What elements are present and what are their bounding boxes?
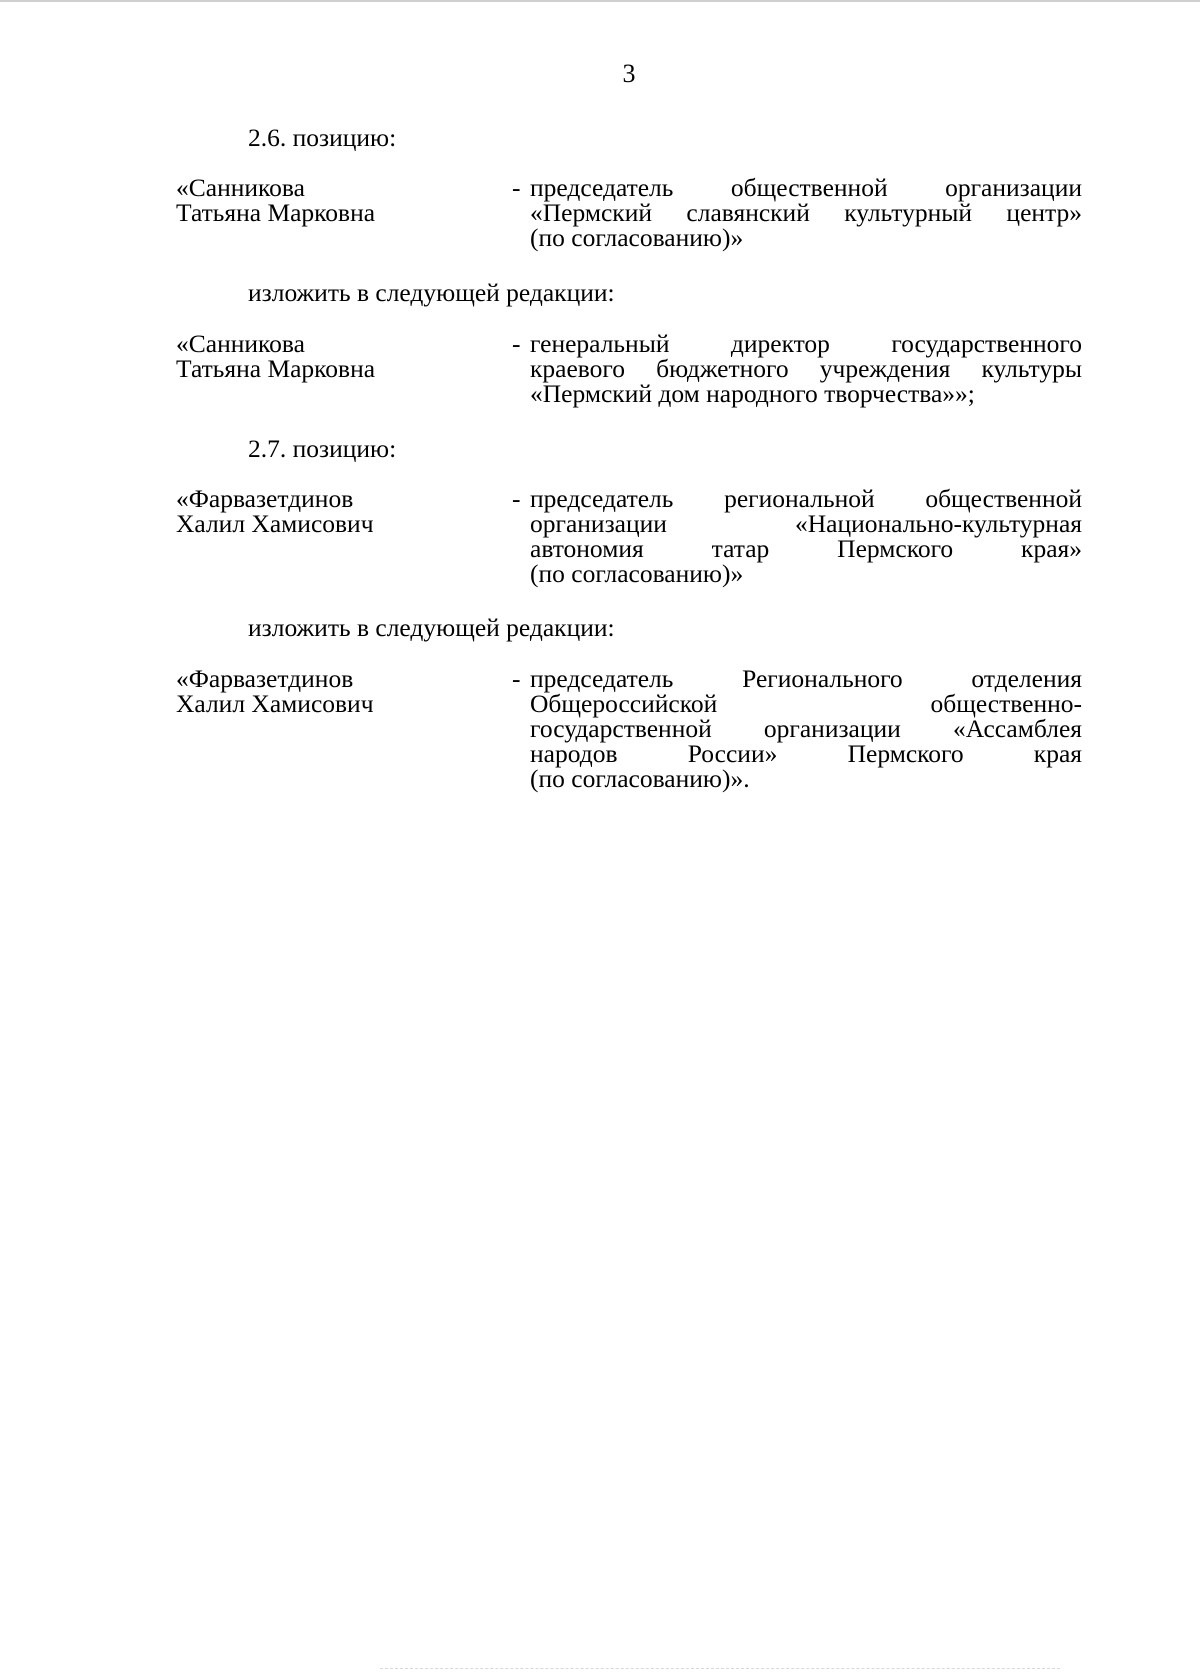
page-top-edge: [0, 0, 1200, 2]
desc-line: автономия татар Пермского края»: [530, 534, 1082, 563]
desc-line: краевого бюджетного учреждения культуры: [530, 354, 1082, 383]
person-name: [176, 486, 506, 536]
person-name: [176, 175, 506, 225]
name-line: Халил Хамисович: [176, 509, 374, 538]
desc-line: (по согласованию)».: [530, 764, 750, 793]
desc-line: «Пермский дом народного творчества»»;: [530, 379, 975, 408]
desc-line: (по согласованию)»: [530, 223, 744, 252]
name-line: Татьяна Марковна: [176, 198, 376, 227]
dash-separator: -: [512, 664, 521, 693]
desc-line: председатель общественной организации: [530, 173, 1082, 202]
position-description: [530, 486, 1082, 586]
name-line: «Санникова: [176, 173, 305, 202]
name-line: Халил Хамисович: [176, 689, 374, 718]
page-number: 3: [622, 59, 636, 88]
clause-2-6: 2.6. позицию:: [248, 123, 397, 152]
dash-separator: -: [512, 329, 521, 358]
clause-2-7: 2.7. позицию:: [248, 434, 397, 463]
position-description: [530, 331, 1082, 406]
desc-line: «Пермский славянский культурный центр»: [530, 198, 1082, 227]
page-bottom-edge: [380, 1668, 1060, 1670]
instruction-2-6: изложить в следующей редакции:: [248, 278, 615, 307]
desc-line: председатель региональной общественной: [530, 484, 1082, 513]
position-description: [530, 666, 1082, 791]
person-name: [176, 331, 506, 381]
name-line: «Санникова: [176, 329, 305, 358]
desc-line: генеральный директор государственного: [530, 329, 1082, 358]
instruction-2-7: изложить в следующей редакции:: [248, 613, 615, 642]
name-line: Татьяна Марковна: [176, 354, 376, 383]
desc-line: организации «Национально-культурная: [530, 509, 1082, 538]
desc-line: Общероссийской общественно-: [530, 689, 1082, 718]
position-description: [530, 175, 1082, 250]
desc-line: (по согласованию)»: [530, 559, 744, 588]
desc-line: государственной организации «Ассамблея: [530, 714, 1082, 743]
dash-separator: -: [512, 484, 521, 513]
desc-line: председатель Регионального отделения: [530, 664, 1082, 693]
dash-separator: -: [512, 173, 521, 202]
desc-line: народов России» Пермского края: [530, 739, 1082, 768]
name-line: «Фарвазетдинов: [176, 484, 354, 513]
name-line: «Фарвазетдинов: [176, 664, 354, 693]
person-name: [176, 666, 506, 716]
